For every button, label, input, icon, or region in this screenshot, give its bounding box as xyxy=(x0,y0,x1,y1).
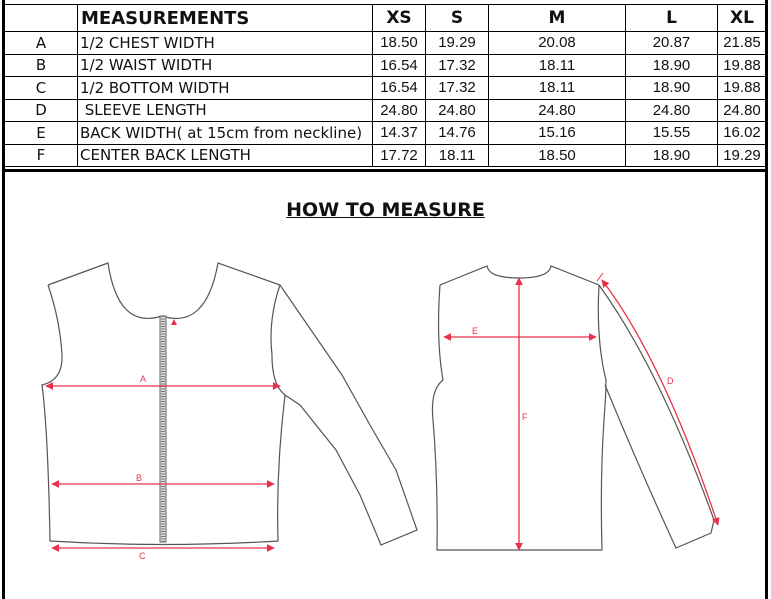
back-garment-outline xyxy=(432,266,714,550)
row-label: 1/2 WAIST WIDTH xyxy=(78,54,373,77)
header-size-s: S xyxy=(426,5,489,32)
value-xl: 16.02 xyxy=(718,122,767,145)
value-xl: 19.88 xyxy=(718,77,767,100)
value-xl: 21.85 xyxy=(718,32,767,55)
value-l: 15.55 xyxy=(626,122,718,145)
row-code: F xyxy=(5,144,78,167)
value-m: 15.16 xyxy=(489,122,626,145)
row-label: 1/2 CHEST WIDTH xyxy=(78,32,373,55)
row-code: E xyxy=(5,122,78,145)
front-garment-outline xyxy=(42,263,417,545)
svg-text:A: A xyxy=(140,374,147,384)
value-s: 19.29 xyxy=(426,32,489,55)
row-label: 1/2 BOTTOM WIDTH xyxy=(78,77,373,100)
svg-text:D: D xyxy=(667,376,674,386)
header-size-xl: XL xyxy=(718,5,767,32)
measure-line-e xyxy=(444,326,596,337)
value-xs: 24.80 xyxy=(373,99,426,122)
value-xl: 19.29 xyxy=(718,144,767,167)
value-m: 18.11 xyxy=(489,77,626,100)
value-m: 18.50 xyxy=(489,144,626,167)
row-code: D xyxy=(5,99,78,122)
value-s: 17.32 xyxy=(426,54,489,77)
row-label: SLEEVE LENGTH xyxy=(78,99,373,122)
how-to-measure-title: HOW TO MEASURE xyxy=(286,199,485,221)
value-xs: 17.72 xyxy=(373,144,426,167)
measure-line-d xyxy=(597,273,718,525)
value-l: 20.87 xyxy=(626,32,718,55)
row-code: C xyxy=(5,77,78,100)
value-s: 24.80 xyxy=(426,99,489,122)
value-m: 18.11 xyxy=(489,54,626,77)
value-s: 14.76 xyxy=(426,122,489,145)
value-s: 17.32 xyxy=(426,77,489,100)
value-xl: 24.80 xyxy=(718,99,767,122)
value-l: 18.90 xyxy=(626,54,718,77)
zipper-graphic xyxy=(160,316,177,542)
measure-line-f xyxy=(519,278,528,550)
value-xs: 16.54 xyxy=(373,77,426,100)
value-l: 24.80 xyxy=(626,99,718,122)
header-size-l: L xyxy=(626,5,718,32)
value-l: 18.90 xyxy=(626,144,718,167)
row-label: BACK WIDTH( at 15cm from neckline) xyxy=(78,122,373,145)
row-code: A xyxy=(5,32,78,55)
header-size-m: M xyxy=(489,5,626,32)
svg-text:F: F xyxy=(522,412,528,422)
value-xs: 18.50 xyxy=(373,32,426,55)
value-xs: 14.37 xyxy=(373,122,426,145)
value-l: 18.90 xyxy=(626,77,718,100)
row-label: CENTER BACK LENGTH xyxy=(78,144,373,167)
value-m: 24.80 xyxy=(489,99,626,122)
svg-text:E: E xyxy=(472,326,479,336)
measure-line-c xyxy=(52,548,274,561)
svg-text:C: C xyxy=(139,551,146,561)
value-s: 18.11 xyxy=(426,144,489,167)
value-m: 20.08 xyxy=(489,32,626,55)
svg-text:B: B xyxy=(136,473,143,483)
value-xl: 19.88 xyxy=(718,54,767,77)
header-measurements: MEASUREMENTS xyxy=(78,5,373,32)
row-code: B xyxy=(5,54,78,77)
header-size-xs: XS xyxy=(373,5,426,32)
value-xs: 16.54 xyxy=(373,54,426,77)
